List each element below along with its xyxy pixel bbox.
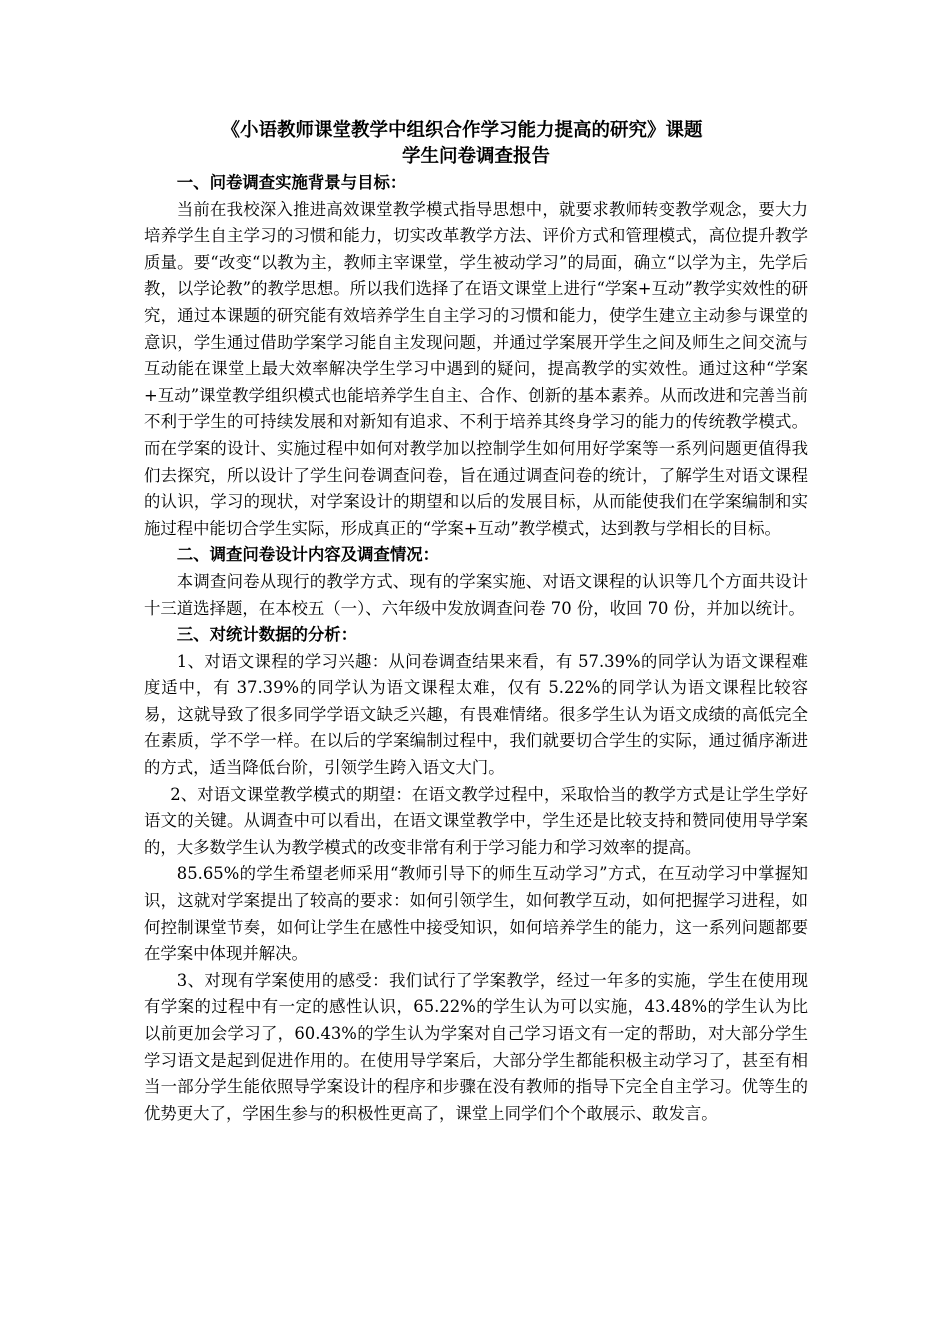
section-3-paragraph-1: 1、对语文课程的学习兴趣：从问卷调查结果来看，有 57.39%的同学认为语文课程难度适中，有 37.39%的同学认为语文课程太难，仅有 5.22%的同学认为语文课程比较容易，这就导致了很多同学学语文缺乏兴趣，有畏难情绪。很多学生认为语文成绩的高低完全在素质，学不学一样。在以后的学案编制过程中，我们就要切合学生的实际，通过循序渐进的方式，适当降低台阶，引领学生跨入语文大门。	[144, 651, 808, 778]
title-line-2: 学生问卷调查报告	[401, 146, 550, 167]
section-3-paragraph-3: 85.65%的学生希望老师采用“教师引导下的师生互动学习”方式，在互动学习中掌握知识，这就对学案提出了较高的要求：如何引领学生，如何教学互动，如何把握学习进程，如何控制课堂节奏，如何让学生在感性中接受知识，如何培养学生的能力，这一系列问题都要在学案中体现并解决。	[144, 864, 808, 964]
section-2-paragraph-1: 本调查问卷从现行的教学方式、现有的学案实施、对语文课程的认识等几个方面共设计十三道选择题，在本校五（一）、六年级中发放调查问卷 70 份，收回 70 份，并加以统计。	[144, 571, 808, 618]
section-heading-3: 三、对统计数据的分析：	[176, 625, 358, 645]
section-3-paragraph-4: 3、对现有学案使用的感受：我们试行了学案教学，经过一年多的实施，学生在使用现有学案的过程中有一定的感性认识，65.22%的学生认为可以实施，43.48%的学生认为比以前更加会学习了，60.43%的学生认为学案对自己学习语文有一定的帮助，对大部分学生学习语文是起到促进作用的。在使用导学案后，大部分学生都能积极主动学习了，甚至有相当一部分学生能依照导学案设计的程序和步骤在没有教师的指导下完全自主学习。优等生的优势更大了，学困生参与的积极性更高了，课堂上同学们个个敢展示、敢发言。	[144, 970, 808, 1123]
document-page	[144, 118, 808, 1127]
section-heading-2: 二、调查问卷设计内容及调查情况：	[176, 545, 440, 565]
section-3-paragraph-2: 2、对语文课堂教学模式的期望：在语文教学过程中，采取恰当的教学方式是让学生学好语文的关键。从调查中可以看出，在语文课堂教学中，学生还是比较支持和赞同使用导学案的，大多数学生认为教学模式的改变非常有利于学习能力和学习效率的提高。	[144, 784, 808, 857]
section-1-paragraph-1: 当前在我校深入推进高效课堂教学模式指导思想中，就要求教师转变教学观念，要大力培养学生自主学习的习惯和能力，切实改革教学方法、评价方式和管理模式，高位提升教学质量。要“改变“以教为主，教师主宰课堂，学生被动学习”的局面，确立“以学为主，先学后教，以学论教”的教学思想。所以我们选择了在语文课堂上进行“学案+互动”教学实效性的研究，通过本课题的研究能有效培养学生自主学习的习惯和能力，使学生建立主动参与课堂的意识，学生通过借助学案学习能自主发现问题，并通过学案展开学生之间及师生之间交流与互动能在课堂上最大效率解决学生学习中遇到的疑问，提高教学的实效性。通过这种“学案+互动”课堂教学组织模式也能培养学生自主、合作、创新的基本素养。从而改进和完善当前不利于学生的可持续发展和对新知有追求、不利于培养其终身学习的能力的传统教学模式。而在学案的设计、实施过程中如何对教学加以控制学生如何用好学案等一系列问题更值得我们去探究，所以设计了学生问卷调查问卷，旨在通过调查问卷的统计，了解学生对语文课程的认识，学习的现状，对学案设计的期望和以后的发展目标，从而能使我们在学案编制和实施过程中能切合学生实际，形成真正的“学案+互动”教学模式，达到教与学相长的目标。	[144, 199, 808, 538]
section-heading-1: 一、问卷调查实施背景与目标：	[176, 173, 407, 192]
document-title	[144, 118, 808, 170]
title-line-1: 《小语教师课堂教学中组织合作学习能力提高的研究》课题	[221, 120, 703, 141]
